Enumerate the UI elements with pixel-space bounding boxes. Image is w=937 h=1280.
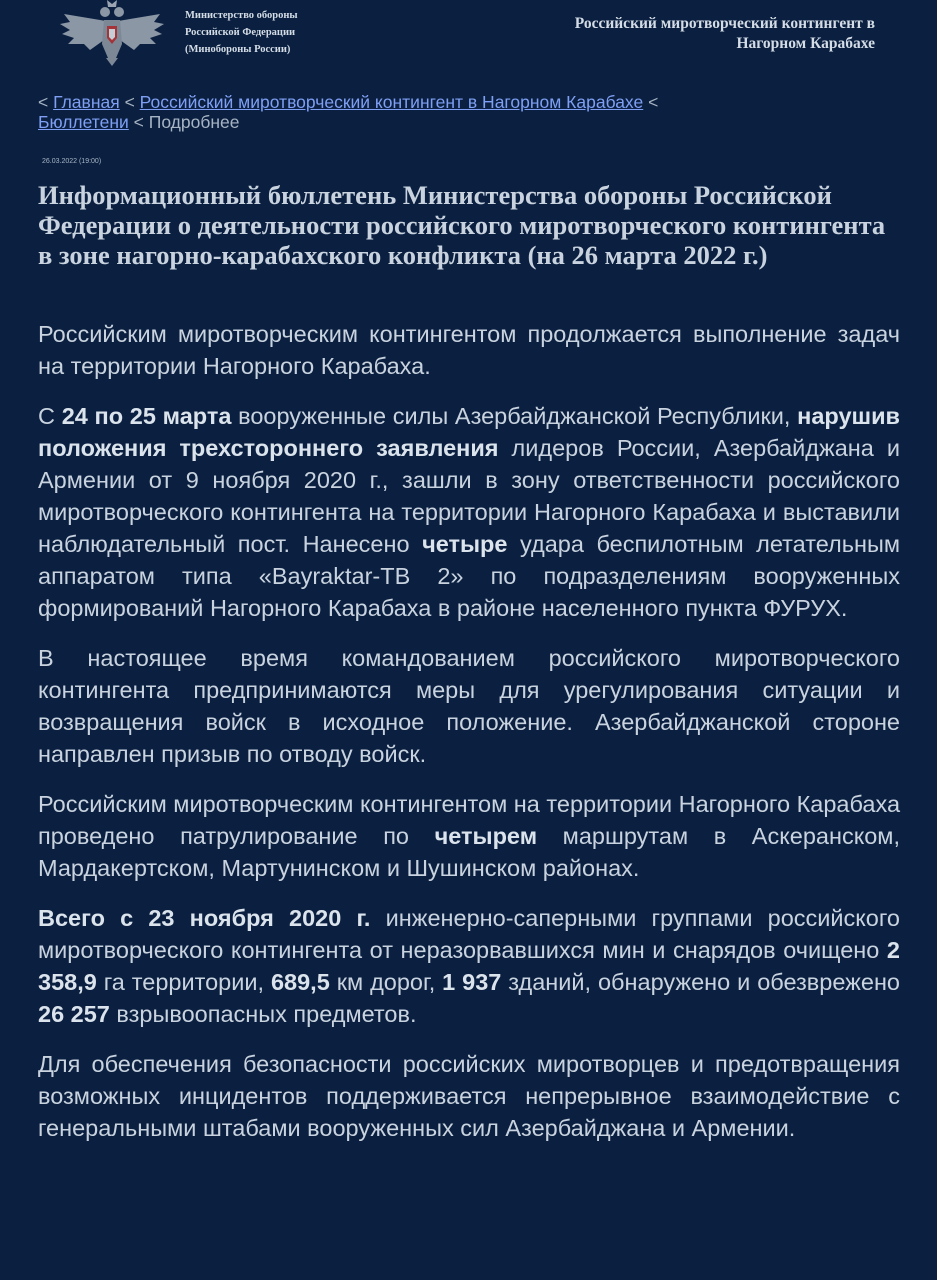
breadcrumb-separator: < — [119, 92, 140, 112]
bold-run: четыре — [422, 531, 508, 557]
section-title-line1: Российский миротворческий контингент в — [574, 15, 875, 32]
bold-run: 24 по 25 марта — [61, 403, 232, 429]
section-title-line2: Нагорном Карабахе — [736, 35, 875, 52]
text-run: удара беспилотным летательным аппаратом типа «Bayraktar-ТВ 2» по подразделениям вооруженных формирований Нагорного Карабаха в районе населенного пункта ФУРУХ. — [38, 531, 900, 621]
ministry-name-line2: Российской Федерации — [185, 27, 296, 38]
breadcrumb-separator: < — [38, 92, 54, 112]
breadcrumb-bulletins-link[interactable]: Бюллетени — [38, 112, 129, 132]
text-run: инженерно-саперными группами российского миротворческого контингента от неразорвавшихся мин и снарядов очищено — [38, 905, 901, 963]
breadcrumb-separator: < — [643, 92, 659, 112]
section-title[interactable] — [575, 14, 875, 54]
breadcrumb-current: Подробнее — [148, 112, 240, 132]
breadcrumb-section-link[interactable]: Российский миротворческий контингент в Нагорном Карабахе — [139, 92, 644, 112]
site-header — [0, 0, 937, 80]
article-title: Информационный бюллетень Министерства обороны Российской Федерации о деятельности российского миротворческого контингента в зоне нагорно-карабахского конфликта (на 26 марта 2022 г.) — [38, 180, 886, 270]
article-paragraph-4 — [38, 788, 900, 884]
breadcrumb-separator: < — [128, 112, 149, 132]
text-run: зданий, обнаружено и обезврежено — [501, 969, 900, 995]
bold-run: 2 358,9 — [38, 937, 900, 995]
article-paragraph-2 — [38, 400, 900, 624]
text-run: лидеров России, Азербайджана и Армении от 9 ноября 2020 г., зашли в зону ответственности российского миротворческого контингента на территории Нагорного Карабаха и выставили наблюдательный пост. Нанесено — [38, 435, 900, 557]
text-run: С — [38, 403, 62, 429]
bold-run: нарушив положения трехстороннего заявления — [38, 403, 900, 461]
ministry-name[interactable] — [185, 7, 298, 58]
article-date: 26.03.2022 (19:00) — [42, 158, 102, 165]
article-paragraph-3: В настоящее время командованием российского миротворческого контингента предпринимаются меры для урегулирования ситуации и возвращения войск в исходное положение. Азербайджанской стороне направлен призыв по отводу войск. — [38, 645, 900, 767]
bold-run: 26 257 — [38, 1001, 110, 1027]
text-run: маршрутам в Аскеранском, Мардакертском, Мартунинском и Шушинском районах. — [38, 823, 900, 881]
article-body — [38, 318, 900, 1162]
text-run: Российским миротворческим контингентом на территории Нагорного Карабаха проведено патрулирование по — [38, 791, 901, 849]
bold-run: 1 937 — [442, 969, 502, 995]
breadcrumb — [38, 92, 678, 132]
ministry-emblem-icon[interactable] — [56, 0, 168, 66]
article-paragraph-1: Российским миротворческим контингентом продолжается выполнение задач на территории Нагорного Карабаха. — [38, 321, 900, 379]
bold-run: 689,5 — [270, 969, 330, 995]
text-run: га территории, — [96, 969, 271, 995]
bold-run: четырем — [434, 823, 538, 849]
ministry-name-line1: Министерство обороны — [185, 10, 298, 21]
bold-run: Всего с 23 ноября 2020 г. — [38, 905, 371, 931]
breadcrumb-home-link[interactable]: Главная — [53, 92, 120, 112]
text-run: вооруженные силы Азербайджанской Республики, — [231, 403, 798, 429]
article-paragraph-6: Для обеспечения безопасности российских миротворцев и предотвращения возможных инцидентов поддерживается непрерывное взаимодействие с генеральными штабами вооруженных сил Азербайджана и Армении. — [38, 1051, 900, 1141]
ministry-name-line3: (Минобороны России) — [185, 44, 291, 55]
article-paragraph-5 — [38, 902, 900, 1030]
text-run: взрывоопасных предметов. — [109, 1001, 417, 1027]
text-run: км дорог, — [329, 969, 443, 995]
